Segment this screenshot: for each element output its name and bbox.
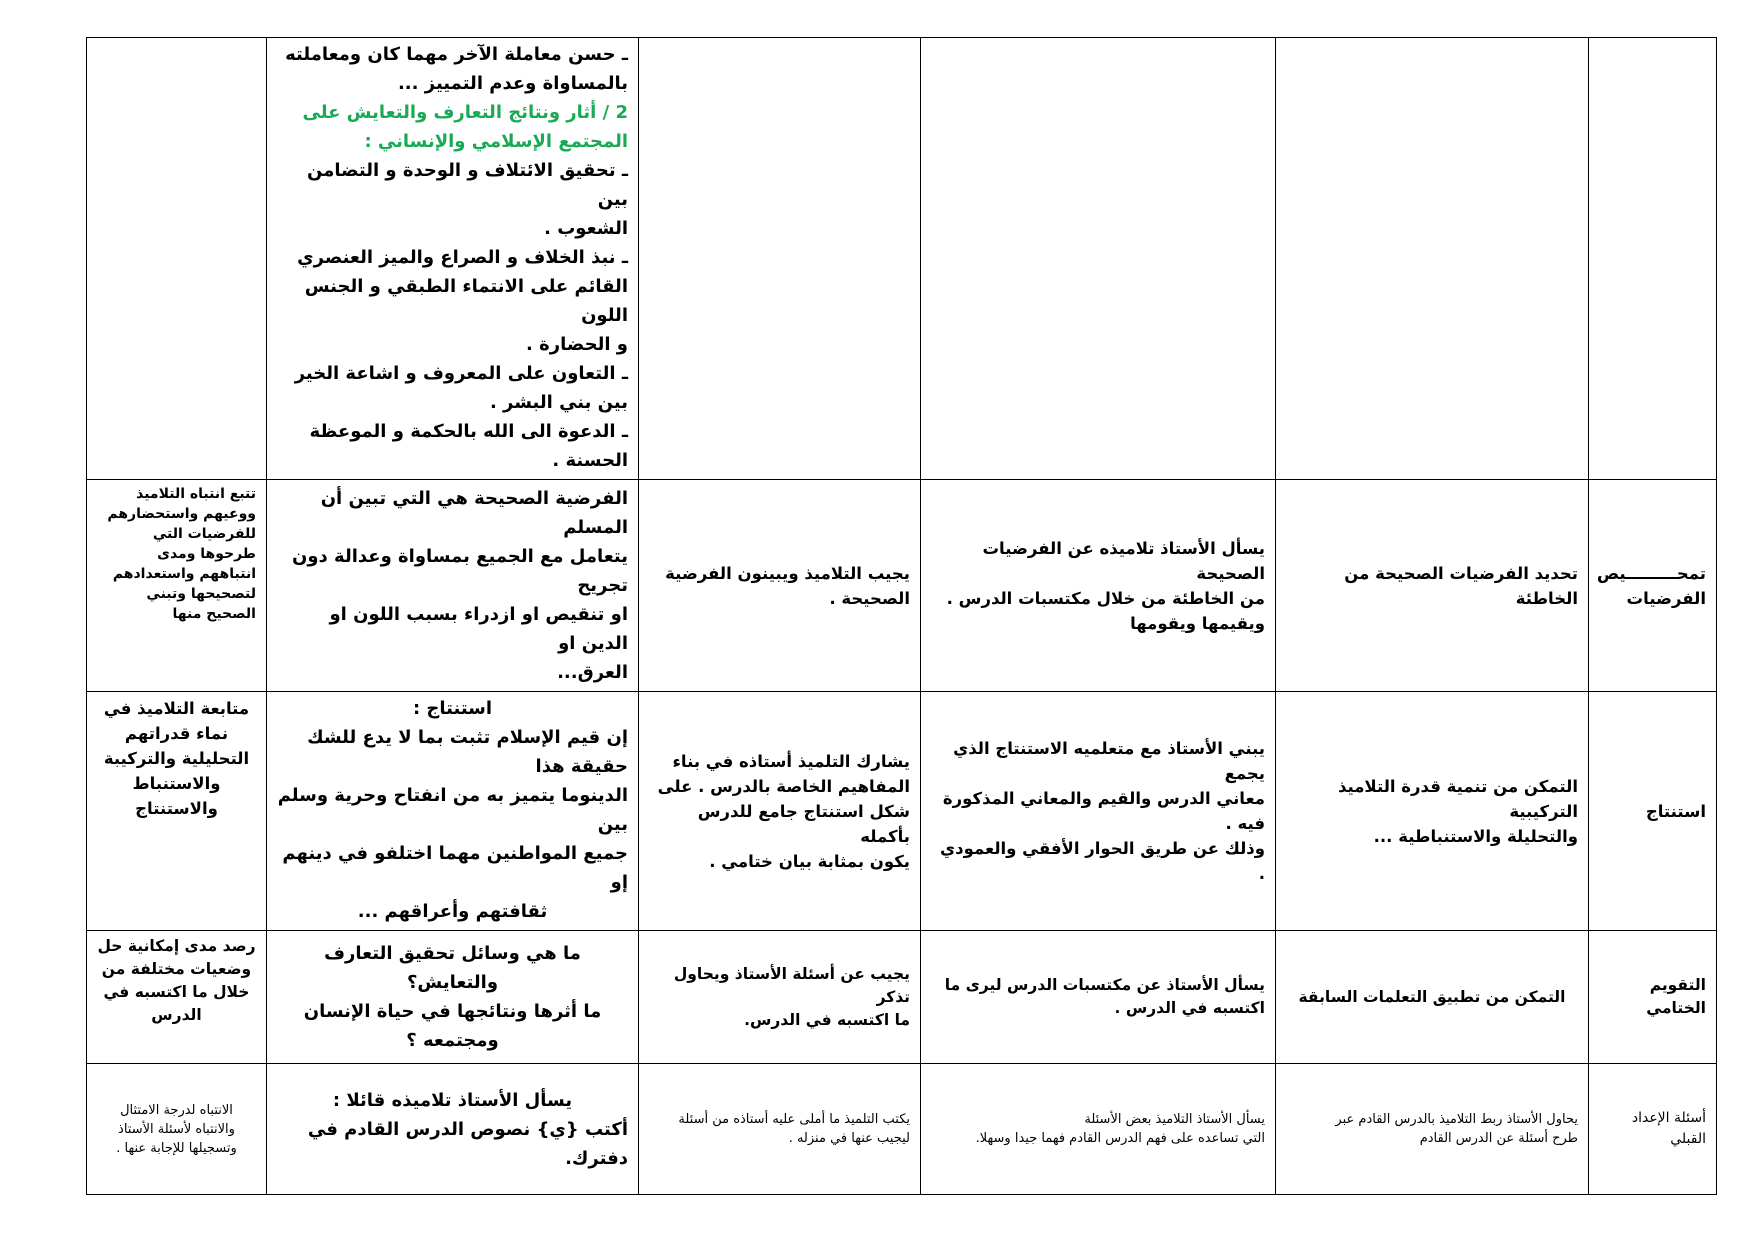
content-heading: 2 / أثار ونتائج التعارف والتعايش على: [302, 102, 628, 123]
content-line: الحسنة .: [552, 450, 628, 471]
content-line: الشعوب .: [544, 218, 628, 239]
content-line: ـ الدعوة الى الله بالحكمة و الموعظة: [309, 421, 628, 442]
content-line: القائم على الانتماء الطبقي و الجنس اللون: [304, 276, 628, 326]
content-line: بين بني البشر .: [489, 392, 628, 413]
teacher-activity-cell: يسأل الأستاذ عن مكتسبات الدرس ليرى ما اكتسبه في الدرس .: [921, 931, 1276, 1064]
objective-cell: [1276, 38, 1589, 480]
assessment-cell: [87, 38, 267, 480]
objective-cell: التمكن من تطبيق التعلمات السابقة: [1276, 931, 1589, 1064]
content-line: ـ التعاون على المعروف و اشاعة الخير: [294, 363, 628, 384]
content-line: ـ حسن معاملة الآخر مهما كان ومعاملته: [285, 44, 628, 65]
content-line: و الحضارة .: [526, 334, 628, 355]
objective-cell: تحديد الفرضيات الصحيحة من الخاطئة: [1276, 480, 1589, 692]
content-cell: استنتاج : إن قيم الإسلام تثبت بما لا يدع للشك حقيقة هذا الدينوما يتميز به من انفتاح وحرية وسلم بين جميع المواطنين مهما اختلفو في دينهم إو ثقافتهم وأعراقهم ...: [267, 692, 639, 931]
lesson-plan-table: [86, 37, 1717, 1195]
stage-cell: [1589, 38, 1717, 480]
assessment-cell: رصد مدى إمكانية حل وضعيات مختلفة من خلال ما اكتسبه في الدرس: [87, 931, 267, 1064]
table-row: [87, 692, 1717, 931]
content-cell: يسأل الأستاذ تلاميذه قائلا : أكتب {ي} نصوص الدرس القادم في دفترك.: [267, 1064, 639, 1195]
teacher-activity-cell: يسأل الأستاذ التلاميذ بعض الأسئلة التي تساعده على فهم الدرس القادم فهما جيدا وسهلا.: [921, 1064, 1276, 1195]
student-activity-cell: يكتب التلميذ ما أملى عليه أستاذه من أسئلة ليجيب عنها في منزله .: [639, 1064, 921, 1195]
assessment-cell: متابعة التلاميذ في نماء قدراتهم التحليلية والتركيبة والاستنباط والاستنتاج: [87, 692, 267, 931]
content-cell: ما هي وسائل تحقيق التعارف والتعايش؟ ما أثرها ونتائجها في حياة الإنسان ومجتمعه ؟: [267, 931, 639, 1064]
teacher-activity-cell: يبني الأستاذ مع متعلميه الاستنتاج الذي يجمع معاني الدرس والقيم والمعاني المذكورة فيه . وذلك عن طريق الحوار الأفقي والعمودي .: [921, 692, 1276, 931]
content-line: ـ تحقيق الائتلاف و الوحدة و التضامن بين: [307, 160, 628, 210]
student-activity-cell: [639, 38, 921, 480]
assessment-cell: الانتباه لدرجة الامتثال والانتباه لأسئلة الأستاذ وتسجيلها للإجابة عنها .: [87, 1064, 267, 1195]
table-row: [87, 480, 1717, 692]
objective-cell: يحاول الأستاذ ربط التلاميذ بالدرس القادم عبر طرح أسئلة عن الدرس القادم: [1276, 1064, 1589, 1195]
stage-cell: التقويم الختامي: [1589, 931, 1717, 1064]
teacher-activity-cell: [921, 38, 1276, 480]
student-activity-cell: يجيب عن أسئلة الأستاذ ويحاول تذكر ما اكتسبه في الدرس.: [639, 931, 921, 1064]
content-line: ـ نبذ الخلاف و الصراع والميز العنصري: [297, 247, 628, 268]
content-cell: [267, 38, 639, 480]
stage-cell: أسئلة الإعداد القبلي: [1589, 1064, 1717, 1195]
teacher-activity-cell: يسأل الأستاذ تلاميذه عن الفرضيات الصحيحة من الخاطئة من خلال مكتسبات الدرس . ويقيمها ويقومها: [921, 480, 1276, 692]
table-row: [87, 1064, 1717, 1195]
content-line: بالمساواة وعدم التمييز ...: [397, 73, 628, 94]
stage-cell: تمحـــــــــيص الفرضيات: [1589, 480, 1717, 692]
assessment-cell: تتبع انتباه التلاميذ ووعيهم واستحضارهم للفرضيات التي طرحوها ومدى انتباههم واستعدادهم لتصحيحها وتبني الصحيح منها: [87, 480, 267, 692]
table-row: [87, 931, 1717, 1064]
objective-cell: التمكن من تنمية قدرة التلاميذ التركيبية والتحليلة والاستنباطية ...: [1276, 692, 1589, 931]
student-activity-cell: يشارك التلميذ أستاذه في بناء المفاهيم الخاصة بالدرس . على شكل استنتاج جامع للدرس بأكمله يكون بمثابة بيان ختامي .: [639, 692, 921, 931]
stage-cell: استنتاج: [1589, 692, 1717, 931]
content-cell: الفرضية الصحيحة هي التي تبين أن المسلم يتعامل مع الجميع بمساواة وعدالة دون تجريح او تنقيص او ازدراء بسبب اللون او الدين او العرق...: [267, 480, 639, 692]
content-heading: المجتمع الإسلامي والإنساني :: [364, 131, 628, 152]
student-activity-cell: يجيب التلاميذ ويبينون الفرضية الصحيحة .: [639, 480, 921, 692]
content-title: استنتاج :: [412, 698, 493, 719]
table-row: [87, 38, 1717, 480]
